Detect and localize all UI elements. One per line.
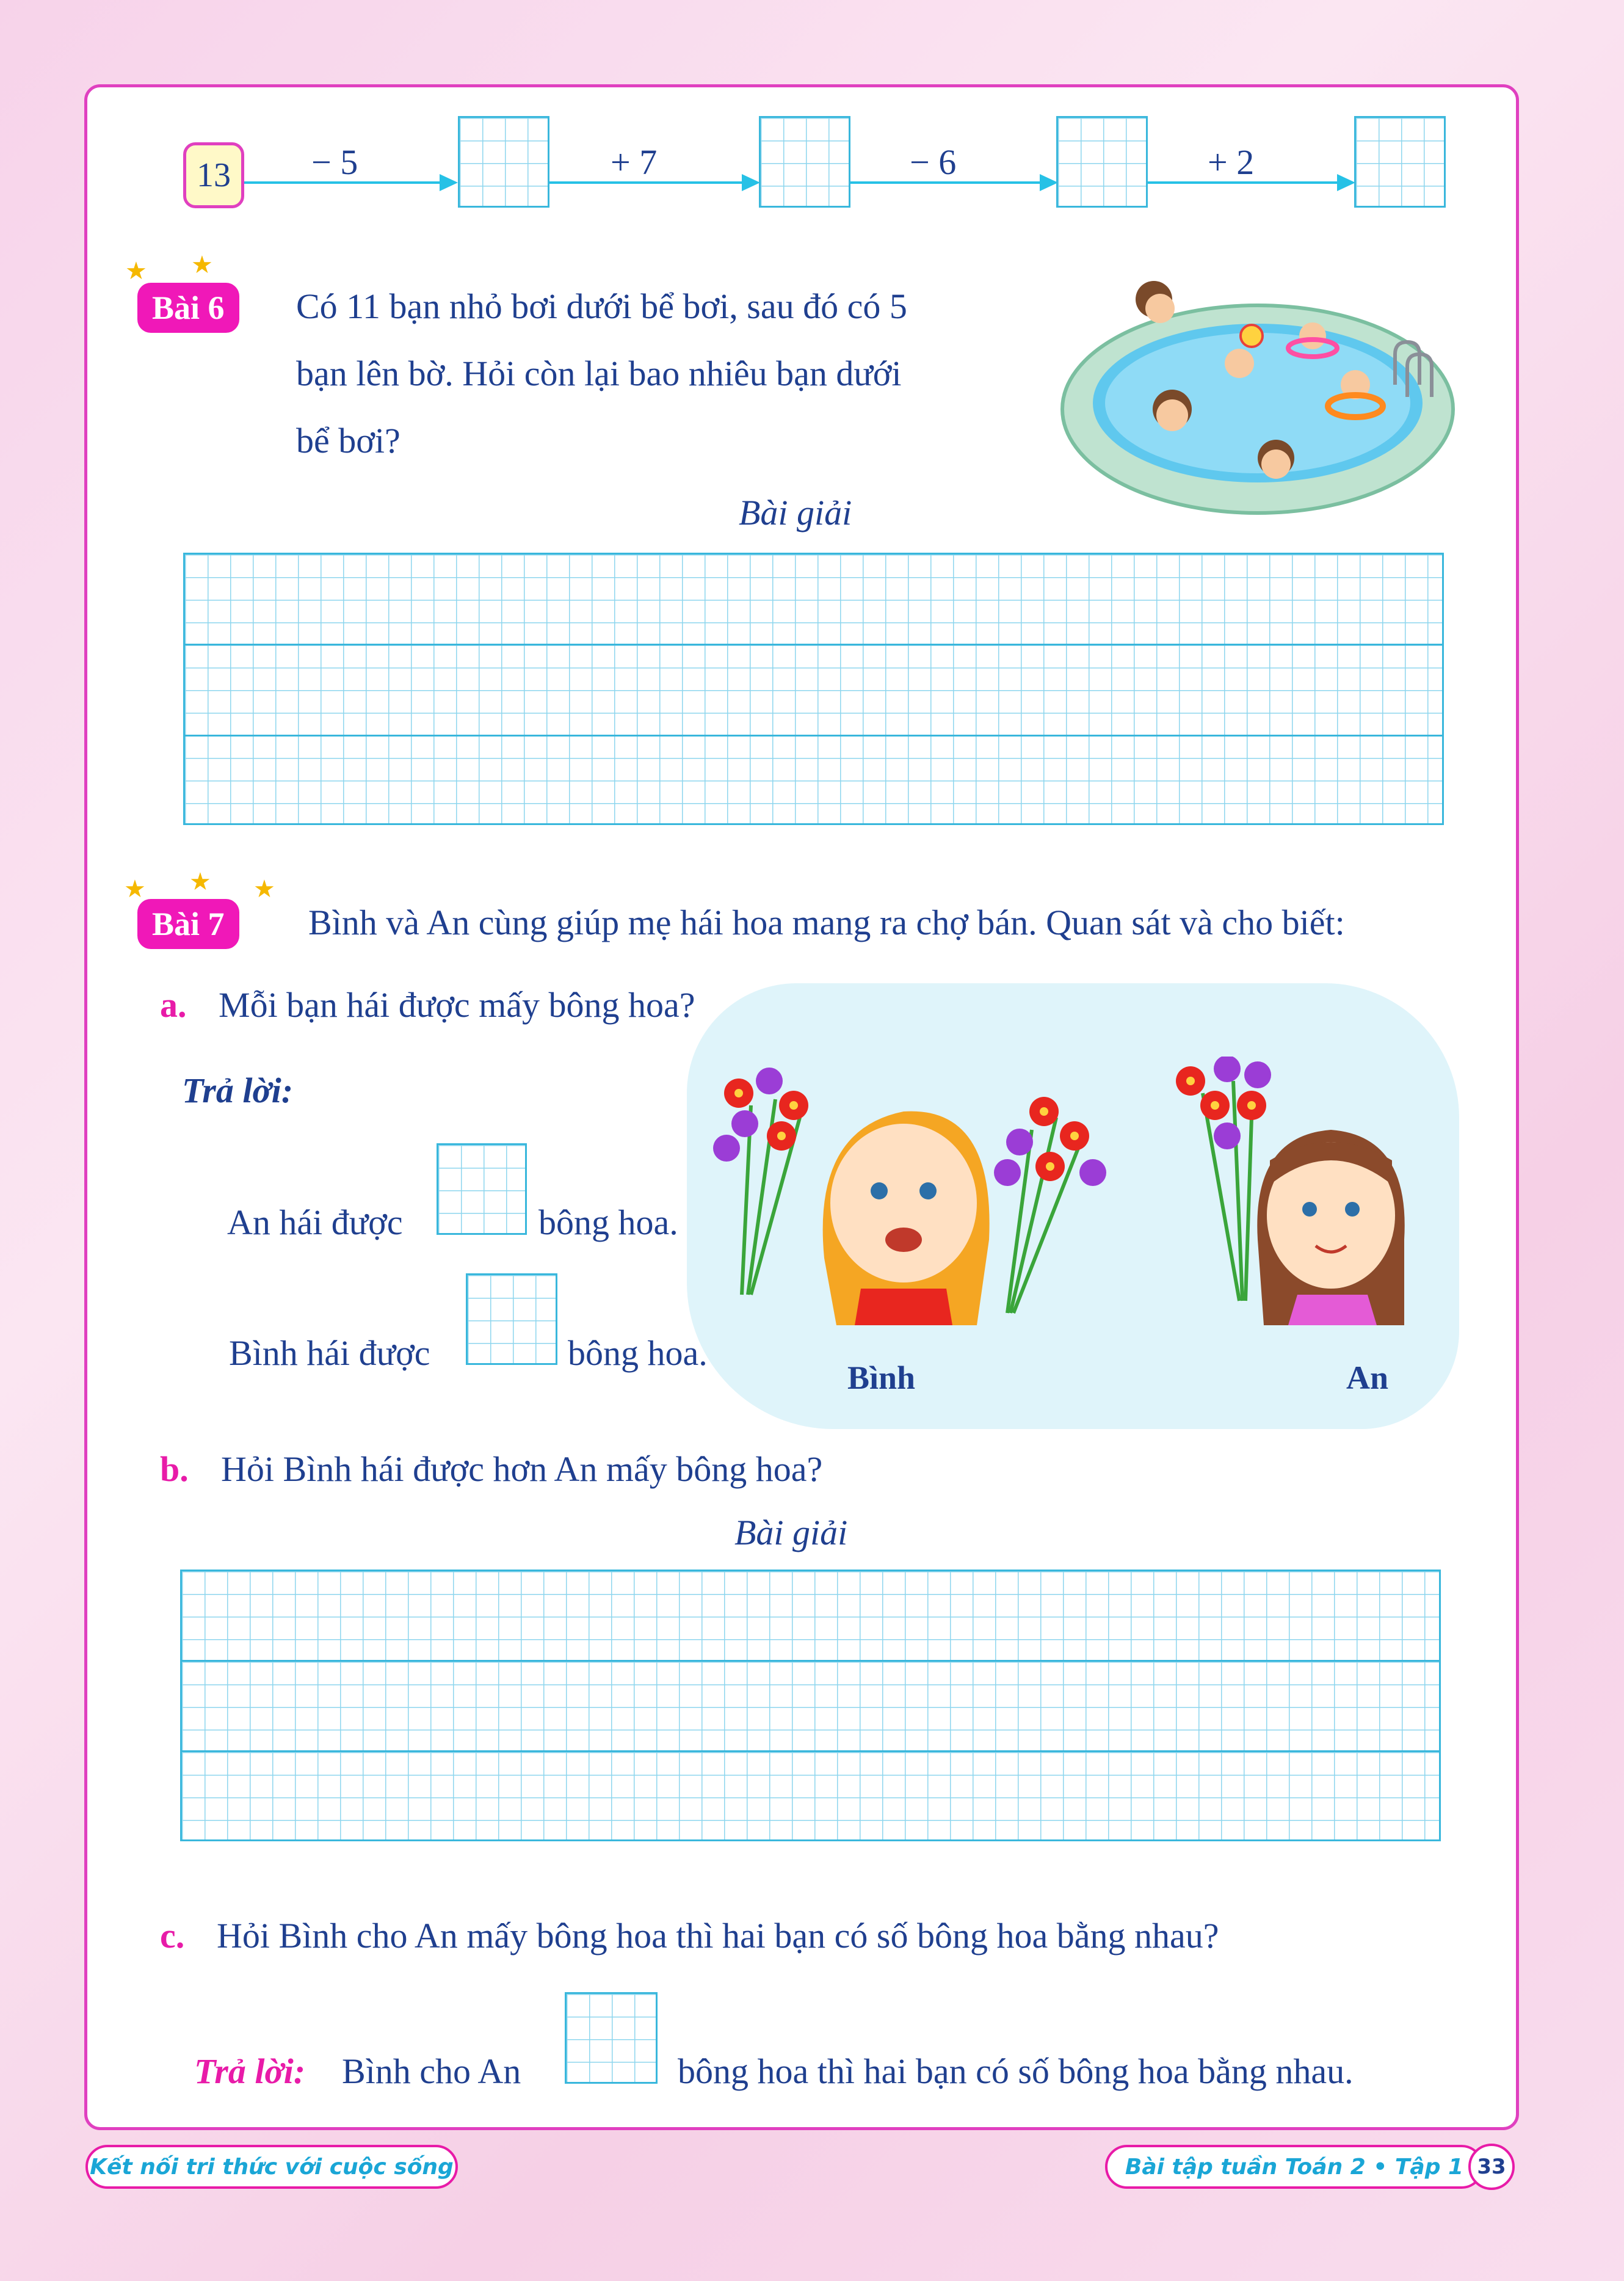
star-icon: ★ [253,875,275,903]
bai7-solution-heading: Bài giải [734,1513,848,1552]
part-c-answer-suffix: bông hoa thì hai bạn có số bông hoa bằng nhau. [678,2051,1354,2091]
an-answer-prefix: An hái được [227,1202,403,1242]
arrow-2-head [742,174,760,191]
star-icon: ★ [124,875,146,903]
answer-box-2[interactable] [759,116,850,208]
children-with-flowers-illustration [702,1057,1435,1350]
page-number: 33 [1468,2144,1515,2190]
part-c-question: Hỏi Bình cho An mấy bông hoa thì hai bạn có số bông hoa bằng nhau? [217,1916,1219,1955]
part-b-question: Hỏi Bình hái được hơn An mấy bông hoa? [221,1449,823,1489]
label-binh: Bình [847,1359,916,1396]
bai6-solution-heading: Bài giải [739,493,852,533]
bai6-text-line2: bạn lên bờ. Hỏi còn lại bao nhiêu bạn dưới [296,354,902,393]
op-4: + 2 [1208,142,1255,182]
solution-grid-bai7[interactable] [180,1570,1441,1841]
arrow-3-head [1040,174,1058,191]
footer-book-title: Bài tập tuần Toán 2 • Tập 1 [1105,2145,1484,2189]
part-a-question: Mỗi bạn hái được mấy bông hoa? [219,985,695,1025]
op-2: + 7 [611,142,658,182]
grid-divider [180,1660,1441,1662]
label-an: An [1346,1359,1389,1396]
part-c-label: c. [160,1916,185,1955]
binh-answer-prefix: Bình hái được [229,1333,430,1373]
swimming-pool-illustration [1056,263,1459,531]
footer-series-title: Kết nối tri thức với cuộc sống [85,2145,458,2189]
an-answer-suffix: bông hoa. [538,1202,678,1242]
exercise-badge-7: Bài 7 [137,899,239,949]
sequence-start-number: 13 [183,142,244,208]
answer-box-1[interactable] [458,116,549,208]
exercise-badge-6: Bài 6 [137,283,239,333]
bai6-text-line3: bể bơi? [296,421,401,460]
answer-box-4[interactable] [1354,116,1446,208]
solution-grid-bai6[interactable] [183,553,1444,825]
arrow-1-head [440,174,458,191]
star-icon: ★ [189,868,211,895]
part-c-answer-box[interactable] [565,1992,658,2084]
answer-box-3[interactable] [1056,116,1148,208]
star-icon: ★ [191,251,213,278]
grid-divider [183,735,1444,737]
arrow-4-head [1337,174,1355,191]
part-b-label: b. [160,1449,189,1489]
grid-divider [183,644,1444,646]
op-1: − 5 [311,142,358,182]
binh-flower-count-box[interactable] [466,1273,557,1365]
grid-divider [180,1750,1441,1752]
an-flower-count-box[interactable] [437,1143,527,1235]
part-a-label: a. [160,985,187,1025]
op-3: − 6 [910,142,957,182]
bai7-intro: Bình và An cùng giúp mẹ hái hoa mang ra chợ bán. Quan sát và cho biết: [308,903,1345,942]
part-c-answer-prefix: Bình cho An [342,2051,521,2091]
star-icon: ★ [125,257,147,285]
part-c-answer-label: Trả lời: [194,2051,306,2091]
binh-answer-suffix: bông hoa. [568,1333,708,1373]
bai6-text-line1: Có 11 bạn nhỏ bơi dưới bể bơi, sau đó có 5 [296,286,907,326]
part-a-answer-label: Trả lời: [182,1071,294,1110]
